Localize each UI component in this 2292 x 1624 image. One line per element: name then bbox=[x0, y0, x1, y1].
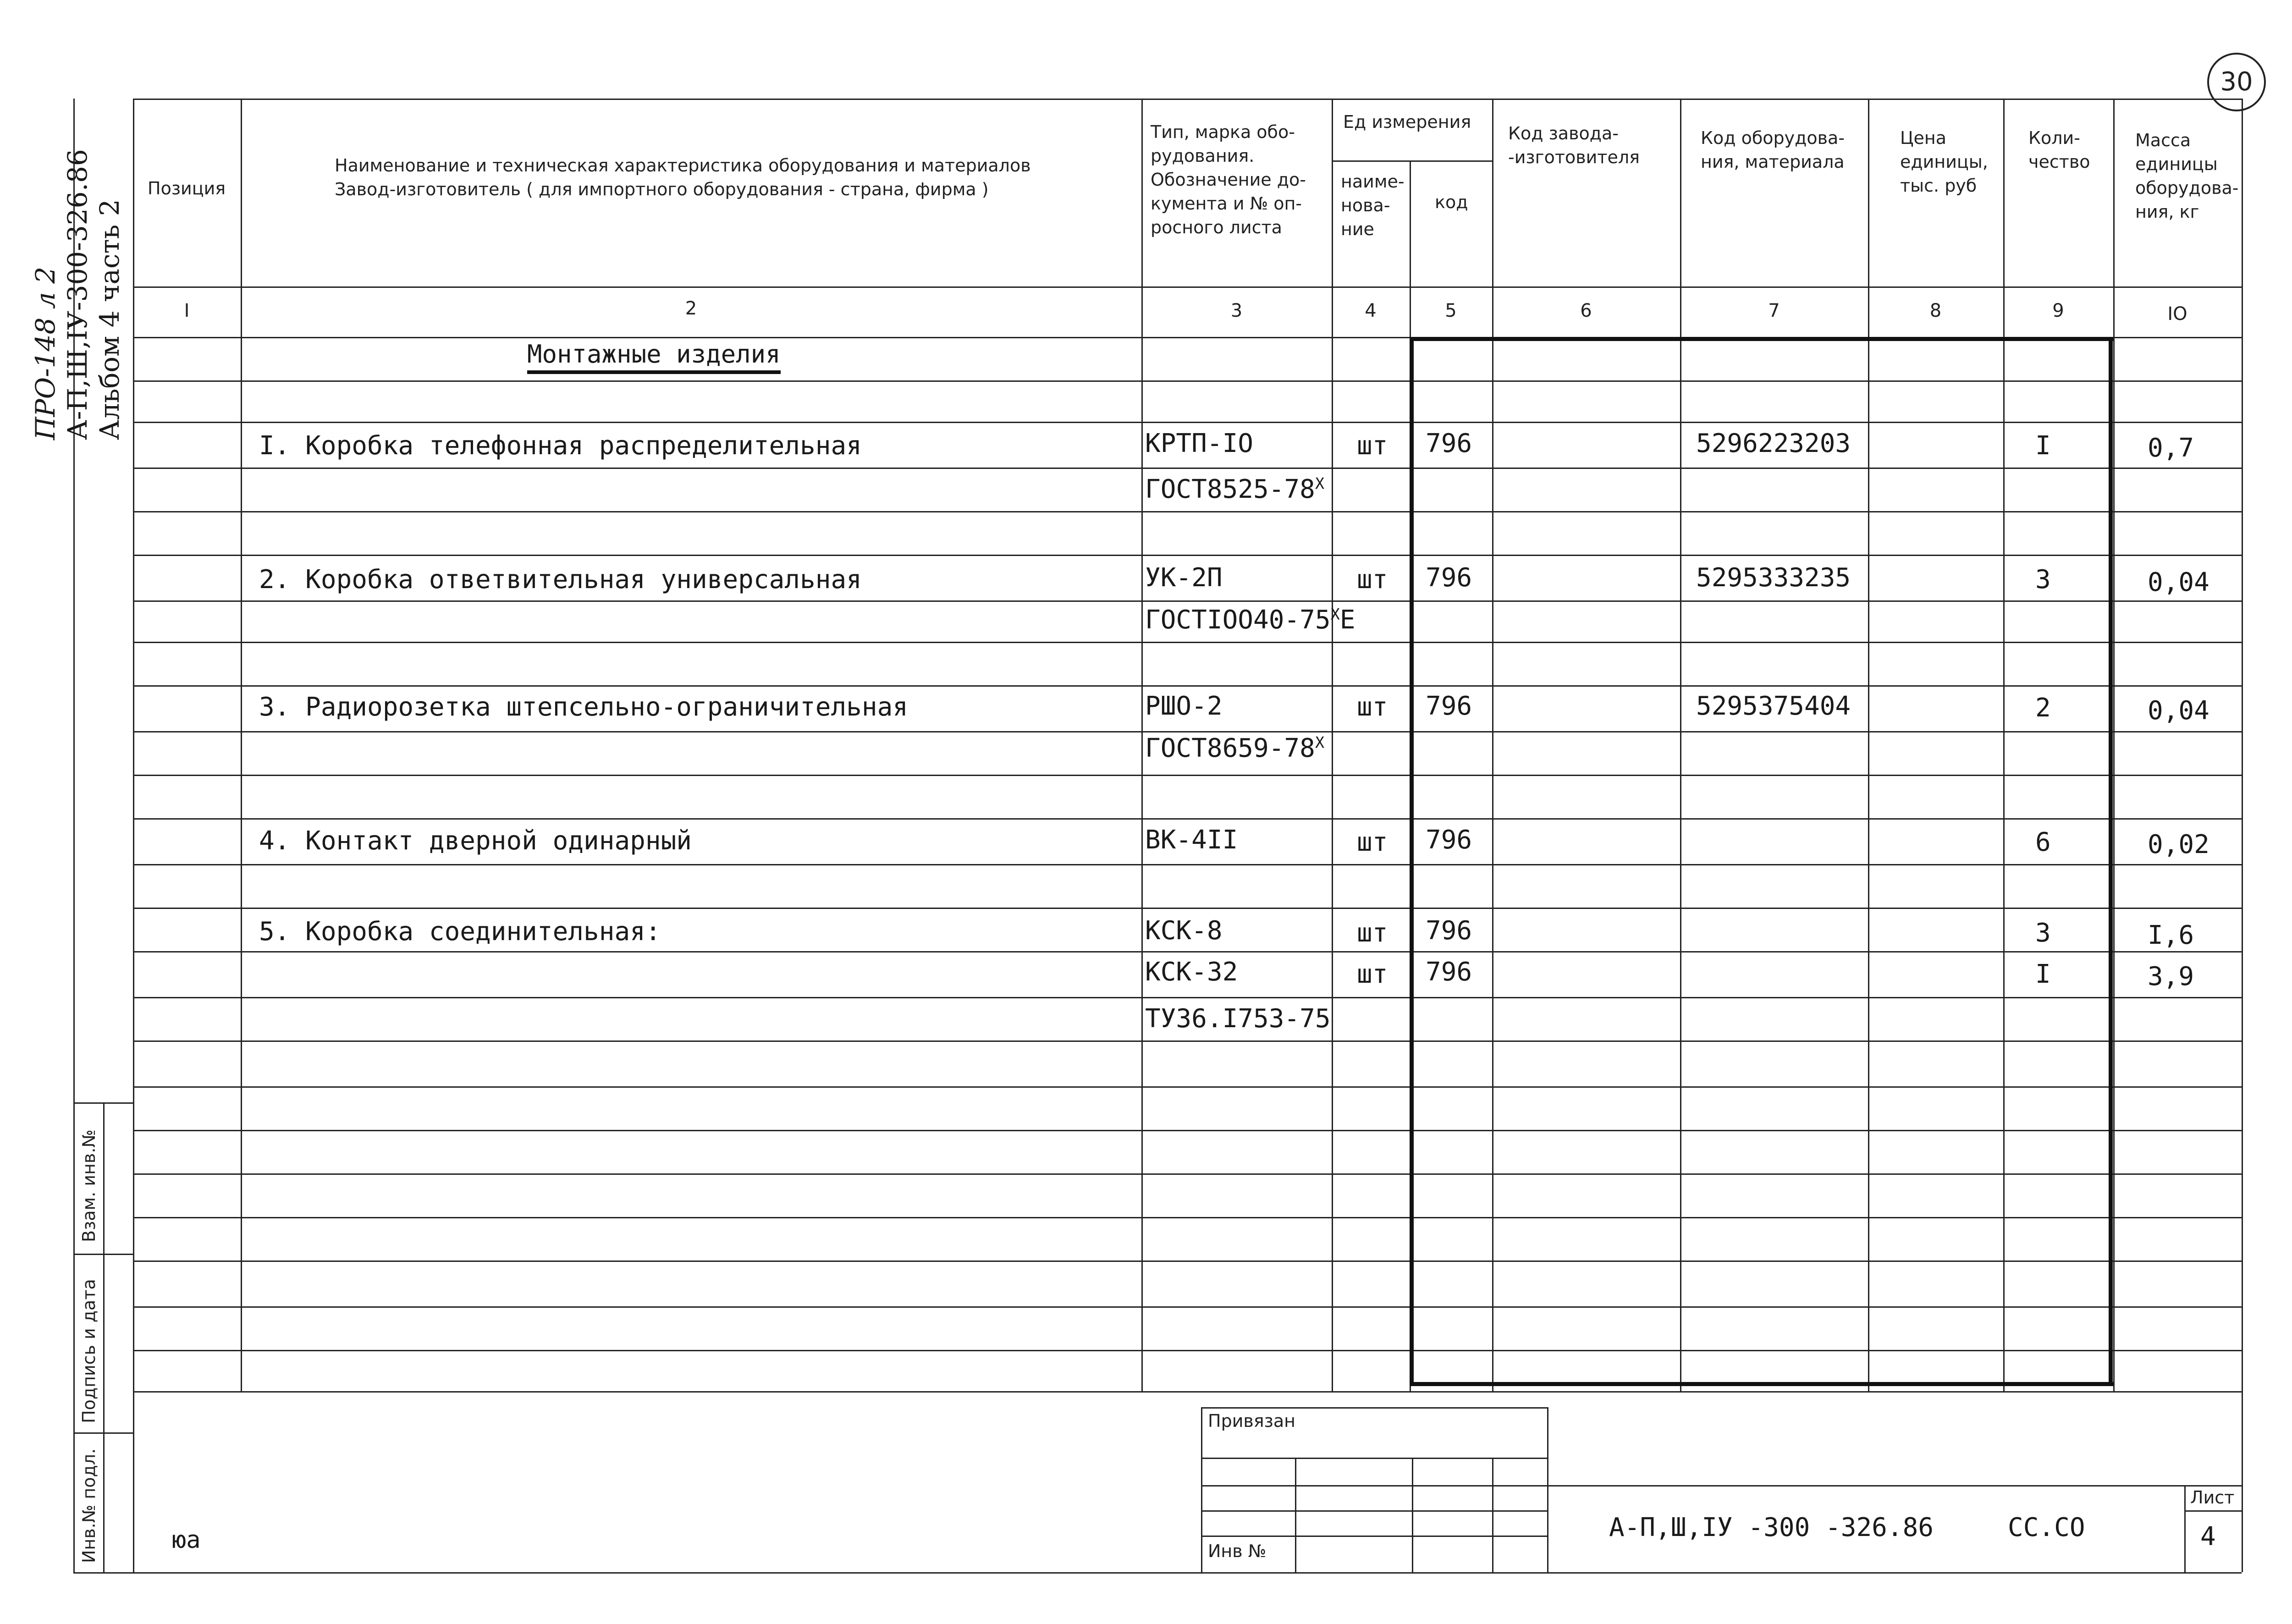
standard-superscript: Х bbox=[1315, 733, 1325, 752]
row-line bbox=[133, 1086, 2242, 1088]
col-line-2 bbox=[1141, 99, 1143, 1391]
row-line bbox=[133, 1040, 2242, 1042]
standard-suffix: Е bbox=[1339, 605, 1355, 635]
item-unit-code: 796 bbox=[1426, 916, 1472, 946]
row-line bbox=[133, 1173, 2242, 1175]
row-line bbox=[133, 1217, 2242, 1218]
stamp-grid-vline bbox=[1492, 1458, 1493, 1572]
item-quantity: I bbox=[2035, 431, 2051, 461]
standard-text: ГОСТ8525-78 bbox=[1145, 474, 1315, 504]
item-mass: 0,7 bbox=[2148, 433, 2194, 463]
item-unit: шт bbox=[1357, 918, 1388, 948]
colnum-4: 4 bbox=[1365, 300, 1377, 321]
row-line bbox=[133, 468, 2242, 469]
item-standard: ТУ36.I753-75 bbox=[1145, 1004, 1331, 1034]
sheet-label: Лист bbox=[2190, 1487, 2235, 1508]
item-standard bbox=[1145, 733, 1324, 763]
colnum-9: 9 bbox=[2052, 300, 2064, 321]
item-quantity: 3 bbox=[2035, 918, 2051, 948]
bound-label: Привязан bbox=[1208, 1411, 1295, 1431]
header-bottom-line bbox=[133, 286, 2242, 288]
row-line bbox=[133, 642, 2242, 643]
row-line bbox=[133, 380, 2242, 382]
item-quantity: 3 bbox=[2035, 565, 2051, 595]
side-document-code: А-П,Ш,IУ-300-326.86 bbox=[62, 149, 93, 440]
colnum-3: 3 bbox=[1230, 300, 1243, 321]
item-quantity: 2 bbox=[2035, 693, 2051, 723]
row-line bbox=[133, 731, 2242, 732]
item-type: КРТП-IO bbox=[1145, 429, 1254, 458]
item-mass: 0,04 bbox=[2148, 567, 2209, 597]
col-line-3 bbox=[1332, 99, 1333, 1391]
section-title: Монтажные изделия bbox=[527, 338, 781, 374]
item-quantity: 6 bbox=[2035, 827, 2051, 857]
row-line bbox=[133, 1130, 2242, 1131]
standard-superscript: Х bbox=[1330, 605, 1340, 623]
header-type: Тип, марка обо- рудования. Обозначение до- кумента и № оп- росного листа bbox=[1151, 122, 1306, 237]
item-unit: шт bbox=[1357, 959, 1388, 989]
item-name: 5. Коробка соединительная: bbox=[259, 917, 661, 947]
header-mass: Масса единицы оборудова- ния, кг bbox=[2135, 130, 2239, 222]
sheet-number: 4 bbox=[2200, 1522, 2216, 1552]
item-name: I. Коробка телефонная распределительная bbox=[259, 431, 862, 461]
item-material-code: 5295375404 bbox=[1696, 691, 1851, 721]
stamp-box-right bbox=[1547, 1407, 1548, 1572]
item-mass: 3,9 bbox=[2148, 962, 2194, 991]
item-type: КСК-32 bbox=[1145, 957, 1238, 987]
side-album: Альбом 4 часть 2 bbox=[94, 199, 125, 440]
header-price: Цена единицы, тыс. руб bbox=[1900, 128, 1988, 196]
col-line-8 bbox=[2003, 99, 2005, 1391]
initials: юа bbox=[172, 1526, 201, 1554]
item-quantity: I bbox=[2035, 959, 2051, 989]
document-code: А-П,Ш,IУ -300 -326.86 bbox=[1609, 1513, 1934, 1542]
outer-frame-bottom bbox=[73, 1572, 2242, 1574]
corner-sheet-number bbox=[2207, 53, 2266, 111]
item-mass: 0,04 bbox=[2148, 696, 2209, 726]
item-standard bbox=[1145, 474, 1324, 504]
stamp-box-replace-inv: Взам. инв.№ bbox=[79, 1129, 99, 1242]
stamp-grid-vline bbox=[1412, 1458, 1413, 1572]
stamp-box-left bbox=[1201, 1407, 1202, 1572]
row-line bbox=[133, 1391, 2242, 1393]
stamp-grid-line bbox=[1201, 1536, 1547, 1537]
item-unit-code: 796 bbox=[1426, 957, 1472, 987]
standard-text: ГОСТ8659-78 bbox=[1145, 733, 1315, 763]
header-unit-name: наиме- нова- ние bbox=[1341, 171, 1405, 239]
row-line bbox=[133, 951, 2242, 952]
colnum-10: IO bbox=[2167, 303, 2187, 325]
stamp-grid-line bbox=[1201, 1458, 1547, 1459]
units-subheader-line bbox=[1332, 160, 1492, 162]
header-units-group: Ед измерения bbox=[1343, 112, 1471, 132]
row-line bbox=[133, 1261, 2242, 1262]
item-name: 2. Коробка ответвительная универсальная bbox=[259, 565, 862, 595]
row-line bbox=[133, 511, 2242, 512]
col-line-6 bbox=[1680, 99, 1681, 1391]
col-line-5 bbox=[1492, 99, 1493, 1391]
item-type: УК-2П bbox=[1145, 563, 1223, 593]
header-name: Наименование и техническая характеристика оборудования и материалов Завод-изготовитель ( для импортного оборудования - страна, фирма ) bbox=[335, 155, 1031, 199]
standard-superscript: Х bbox=[1315, 474, 1325, 493]
stamp-box-top bbox=[1201, 1407, 1547, 1409]
sheet-box-line bbox=[2184, 1510, 2242, 1512]
col-line-7 bbox=[1868, 99, 1869, 1391]
item-material-code: 5296223203 bbox=[1696, 429, 1851, 458]
row-line bbox=[133, 818, 2242, 820]
header-unit-code: код bbox=[1435, 192, 1468, 212]
sheet-box-left bbox=[2184, 1485, 2186, 1572]
colnum-8: 8 bbox=[1929, 300, 1942, 321]
header-factory-code: Код завода- -изготовителя bbox=[1508, 123, 1640, 167]
row-line bbox=[133, 555, 2242, 556]
item-unit-code: 796 bbox=[1426, 691, 1472, 721]
item-mass: I,6 bbox=[2148, 920, 2194, 950]
item-unit: шт bbox=[1357, 565, 1388, 595]
inv-label: Инв № bbox=[1208, 1541, 1267, 1561]
stamp-box-orig-inv: Инв.№ подл. bbox=[79, 1448, 99, 1563]
standard-text: ГОСТIOO40-75 bbox=[1145, 605, 1331, 635]
outer-frame-top bbox=[133, 99, 2242, 100]
item-unit-code: 796 bbox=[1426, 825, 1472, 855]
item-unit: шт bbox=[1357, 692, 1388, 722]
col-line-1 bbox=[241, 99, 242, 1391]
stamp-line-1 bbox=[73, 1254, 133, 1255]
row-line bbox=[133, 422, 2242, 423]
stamp-grid-line bbox=[1201, 1485, 1547, 1486]
item-unit-code: 796 bbox=[1426, 563, 1472, 593]
highlight-box-right bbox=[2109, 337, 2113, 1386]
outer-frame-right bbox=[2242, 99, 2243, 1572]
header-position: Позиция bbox=[148, 178, 226, 198]
item-unit-code: 796 bbox=[1426, 429, 1472, 458]
stamp-inner-line bbox=[103, 1102, 105, 1572]
item-type: РШО-2 bbox=[1145, 691, 1223, 721]
row-line bbox=[133, 1306, 2242, 1308]
row-line bbox=[133, 600, 2242, 602]
col-line-9 bbox=[2113, 99, 2115, 1391]
item-material-code: 5295333235 bbox=[1696, 563, 1851, 593]
header-material-code: Код оборудова- ния, материала bbox=[1701, 128, 1845, 172]
stamp-grid-line bbox=[1201, 1510, 1547, 1512]
stamp-line-2 bbox=[73, 1432, 133, 1434]
item-name: 3. Радиорозетка штепсельно-ограничительная bbox=[259, 692, 909, 722]
title-block-top bbox=[1547, 1485, 2242, 1486]
item-standard bbox=[1145, 605, 1355, 635]
document-mark: СС.СО bbox=[2008, 1513, 2085, 1542]
colnum-6: 6 bbox=[1580, 300, 1592, 321]
row-line bbox=[133, 864, 2242, 865]
item-unit: шт bbox=[1357, 431, 1388, 461]
item-mass: 0,02 bbox=[2148, 830, 2209, 859]
item-type: КСК-8 bbox=[1145, 916, 1223, 946]
item-type: ВК-4II bbox=[1145, 825, 1238, 855]
item-unit: шт bbox=[1357, 827, 1388, 857]
colnum-7: 7 bbox=[1768, 300, 1780, 321]
row-line bbox=[133, 908, 2242, 909]
row-line bbox=[133, 997, 2242, 998]
item-name: 4. Контакт дверной одинарный bbox=[259, 826, 692, 856]
row-line bbox=[133, 775, 2242, 776]
stamp-box-signature-date: Подпись и дата bbox=[79, 1279, 99, 1423]
colnum-1: I bbox=[184, 300, 190, 321]
colnum-2: 2 bbox=[685, 298, 697, 319]
highlight-box-bottom bbox=[1410, 1382, 2113, 1386]
highlight-box-top bbox=[1410, 337, 2113, 341]
colnum-5: 5 bbox=[1445, 300, 1457, 321]
row-line bbox=[133, 685, 2242, 687]
header-quantity: Коли- чество bbox=[2028, 128, 2090, 172]
row-line bbox=[133, 1350, 2242, 1351]
corner-number-text: 30 bbox=[2220, 67, 2253, 97]
side-handwritten-note: ПРО-148 л 2 bbox=[30, 266, 61, 440]
highlight-box-left bbox=[1410, 337, 1414, 1386]
stamp-grid-vline bbox=[1295, 1458, 1296, 1572]
